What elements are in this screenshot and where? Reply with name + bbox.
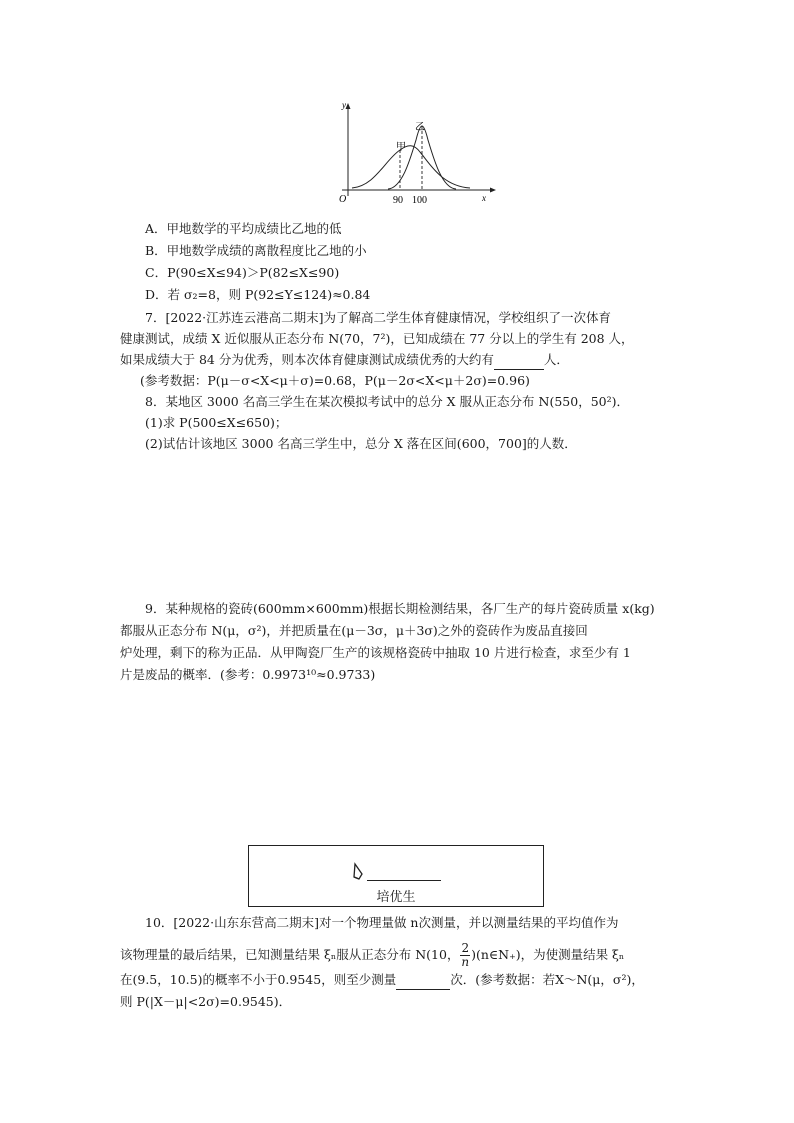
q8-part-1: (1)求 P(500≤X≤650)； — [145, 415, 288, 430]
curve-jia-label: 甲 — [396, 142, 406, 153]
y-axis-arrow — [346, 103, 351, 109]
q10-answer-blank[interactable] — [396, 971, 450, 990]
q6-option-c: C．P(90≤X≤94)＞P(82≤X≤90) — [145, 265, 340, 280]
normal-curves-figure — [330, 100, 500, 210]
tick-label-90: 90 — [393, 195, 403, 206]
pen-icon — [351, 862, 367, 880]
q7-line-3-end: 人． — [543, 352, 569, 367]
q7-line-3-text: 如果成绩大于 84 分为优秀，则本次体育健康测试成绩优秀的大约有 — [120, 352, 494, 367]
banner-label: 培优生 — [376, 890, 416, 905]
q6-option-a: A．甲地数学的平均成绩比乙地的低 — [145, 221, 342, 236]
q10-line-4: 则 P(|X－μ|<2σ)=0.9545)． — [120, 994, 292, 1009]
q8-line-1: 8．某地区 3000 名高三学生在某次模拟考试中的总分 X 服从正态分布 N(550，50²)． — [145, 394, 629, 409]
curve-jia — [352, 146, 470, 188]
q10-line-2-text: 该物理量的最后结果，已知测量结果 ξₙ服从正态分布 N(10， — [120, 947, 460, 962]
tick-label-100: 100 — [412, 195, 427, 206]
x-axis-arrow — [490, 188, 496, 193]
q7-reference-data: (参考数据：P(μ－σ<X<μ＋σ)=0.68，P(μ－2σ<X<μ＋2σ)=0.96) — [140, 373, 530, 388]
q7-line-1: 7．[2022·江苏连云港高二期末]为了解高二学生体育健康情况，学校组织了一次体育 — [145, 310, 611, 325]
q10-line-2 — [120, 942, 624, 969]
q9-line-2: 都服从正态分布 N(μ，σ²)，并把质量在(μ－3σ，μ＋3σ)之外的瓷砖作为废品直接回 — [120, 623, 588, 638]
fraction-denominator: n — [461, 955, 470, 969]
variance-fraction — [460, 942, 470, 969]
fraction-numerator: 2 — [461, 941, 470, 955]
y-axis-label: y — [342, 100, 346, 110]
q9-line-3: 炉处理，剩下的称为正品．从甲陶瓷厂生产的该规格瓷砖中抽取 10 片进行检查，求至少有 1 — [120, 645, 631, 660]
q6-option-d: D．若 σ₂=8，则 P(92≤Y≤124)≈0.84 — [145, 287, 371, 302]
banner-rule — [367, 880, 441, 881]
q8-part-2: (2)试估计该地区 3000 名高三学生中，总分 X 落在区间(600，700]的人数． — [145, 436, 577, 451]
x-axis-label: x — [482, 193, 486, 203]
q6-option-b: B．甲地数学成绩的离散程度比乙地的小 — [145, 243, 367, 258]
origin-label: O — [339, 194, 347, 205]
q10-line-3-end: 次．(参考数据：若X～N(μ，σ²)， — [450, 972, 644, 987]
q7-line-3 — [120, 351, 569, 370]
q9-line-4: 片是废品的概率．(参考：0.9973¹⁰≈0.9733) — [120, 667, 376, 682]
q10-line-3 — [120, 971, 644, 990]
curve-yi-label: 乙 — [415, 122, 425, 133]
q7-answer-blank[interactable] — [494, 351, 544, 370]
normal-curves-svg — [330, 100, 500, 210]
q10-line-2-end: )(n∈N₊)，为使测量结果 ξₙ — [471, 947, 625, 962]
q10-line-3-text: 在(9.5，10.5)的概率不小于0.9545，则至少测量 — [120, 972, 397, 987]
q7-line-2: 健康测试，成绩 X 近似服从正态分布 N(70，7²)，已知成绩在 77 分以上的学生有 208 人， — [120, 331, 634, 346]
q9-line-1: 9．某种规格的瓷砖(600mm×600mm)根据长期检测结果，各厂生产的每片瓷砖质量 x(kg) — [145, 601, 655, 616]
q10-line-1: 10．[2022·山东东营高二期末]对一个物理量做 n次测量，并以测量结果的平均值作为 — [145, 915, 619, 930]
section-banner-box — [248, 845, 544, 907]
